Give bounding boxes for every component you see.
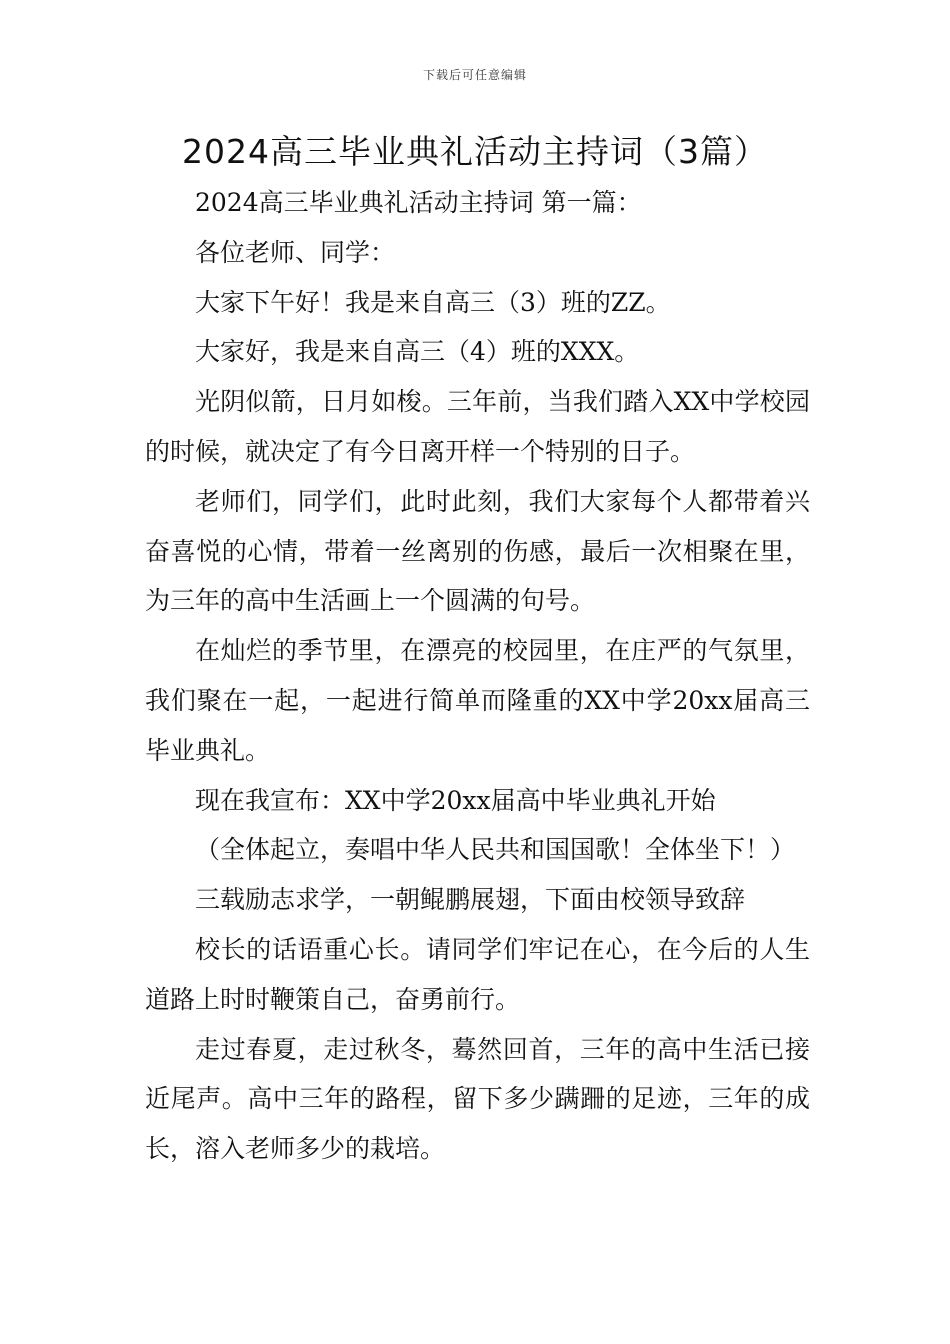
paragraph: 各位老师、同学： <box>195 237 396 267</box>
paragraph: 2024高三毕业典礼活动主持词 第一篇： <box>195 188 642 217</box>
paragraph: 三载励志求学，一朝鲲鹏展翅，下面由校领导致辞 <box>195 885 746 915</box>
document-title: 2024高三毕业典礼活动主持词（3篇） <box>182 132 768 171</box>
paragraph: 大家好，我是来自高三（4）班的XXX。 <box>195 337 640 367</box>
paragraph: 现在我宣布：XX中学20xx届高中毕业典礼开始 <box>195 785 716 815</box>
document-body <box>145 178 810 1174</box>
paragraph: 大家下午好！我是来自高三（3）班的ZZ。 <box>195 287 671 317</box>
paragraph: 在灿烂的季节里，在漂亮的校园里，在庄严的气氛里，我们聚在一起，一起进行简单而隆重的XX中学20xx届高三毕业典礼。 <box>145 636 810 765</box>
paragraph: （全体起立，奏唱中华人民共和国国歌！全体坐下！） <box>195 835 796 865</box>
paragraph: 走过春夏，走过秋冬，蓦然回首，三年的高中生活已接近尾声。高中三年的路程，留下多少蹒跚的足迹，三年的成长，溶入老师多少的栽培。 <box>145 1034 810 1164</box>
header-note: 下载后可任意编辑 <box>422 68 527 82</box>
paragraph: 光阴似箭，日月如梭。三年前，当我们踏入XX中学校园的时候，就决定了有今日离开样一个特别的日子。 <box>145 387 810 466</box>
paragraph: 老师们，同学们，此时此刻，我们大家每个人都带着兴奋喜悦的心情，带着一丝离别的伤感，最后一次相聚在里，为三年的高中生活画上一个圆满的句号。 <box>145 486 810 616</box>
paragraph: 校长的话语重心长。请同学们牢记在心，在今后的人生道路上时时鞭策自己，奋勇前行。 <box>145 934 810 1014</box>
